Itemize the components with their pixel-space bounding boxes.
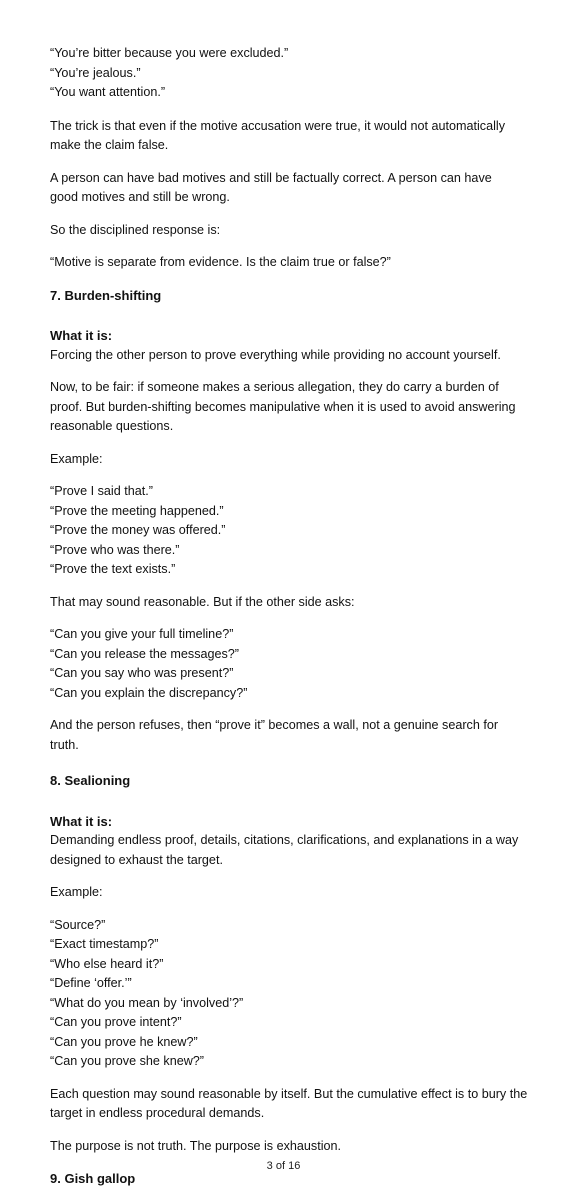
example-line: “Can you prove he knew?” [50, 1034, 198, 1049]
example-list [50, 916, 525, 1072]
page-number: 3 of 16 [266, 1160, 301, 1172]
question-line: “Can you say who was present?” [50, 666, 234, 680]
paragraph: Now, to be fair: if someone makes a serious allegation, they do carry a burden of proof. But burden-shifting becomes manipulative when it is used to avoid answering reasonable questions. [50, 380, 516, 433]
definition-text: Forcing the other person to prove everything while providing no account yourself. [50, 347, 501, 362]
section-heading: 8. Sealioning [50, 773, 131, 788]
quote-line: “You’re jealous.” [50, 65, 141, 80]
definition-block [50, 326, 525, 365]
example-line: “Define ‘offer.’” [50, 976, 132, 990]
quote-line: “You’re bitter because you were excluded.” [50, 46, 289, 60]
paragraph: A person can have bad motives and still be factually correct. A person can have good motives and still be wrong. [50, 170, 492, 204]
section-heading: 7. Burden-shifting [50, 287, 162, 303]
example-line: “Can you prove intent?” [50, 1015, 182, 1029]
paragraph: And the person refuses, then “prove it” becomes a wall, not a genuine search for truth. [50, 718, 499, 752]
definition-label: What it is: [50, 813, 113, 829]
question-line: “Can you give your full timeline?” [50, 627, 234, 641]
paragraph: Each question may sound reasonable by itself. But the cumulative effect is to bury the target in endless procedural demands. [50, 1086, 528, 1120]
example-line: “What do you mean by ‘involved’?” [50, 995, 244, 1010]
quote-line: “You want attention.” [50, 85, 166, 99]
example-line: “Prove who was there.” [50, 542, 180, 557]
example-line: “Exact timestamp?” [50, 937, 159, 951]
example-line: “Prove I said that.” [50, 484, 153, 498]
example-line: “Prove the meeting happened.” [50, 503, 224, 518]
definition-label: What it is: [50, 328, 113, 343]
paragraph: So the disciplined response is: [50, 222, 221, 237]
motive-quotes [50, 44, 525, 103]
definition-block: What it is: Demanding endless proof, details, citations, clarifications, and explanations in a way designed to exhaust the target. [50, 812, 525, 871]
example-line: “Who else heard it?” [50, 956, 164, 971]
example-list [50, 482, 525, 580]
paragraph: The trick is that even if the motive accusation were true, it would not automatically make the claim false. [50, 118, 505, 152]
example-line: “Can you prove she knew?” [50, 1054, 205, 1068]
page-content [50, 44, 528, 1189]
question-line: “Can you explain the discrepancy?” [50, 685, 248, 700]
example-label: Example: [50, 885, 103, 899]
section-heading: 9. Gish gallop [50, 1171, 136, 1186]
paragraph: The purpose is not truth. The purpose is exhaustion. [50, 1138, 341, 1153]
paragraph: “Motive is separate from evidence. Is the claim true or false?” [50, 255, 391, 269]
question-line: “Can you release the messages?” [50, 646, 240, 661]
example-line: “Prove the text exists.” [50, 562, 176, 576]
question-list [50, 625, 525, 703]
example-line: “Source?” [50, 917, 106, 932]
example-line: “Prove the money was offered.” [50, 523, 226, 537]
paragraph: That may sound reasonable. But if the other side asks: [50, 594, 355, 609]
example-label: Example: [50, 451, 103, 466]
